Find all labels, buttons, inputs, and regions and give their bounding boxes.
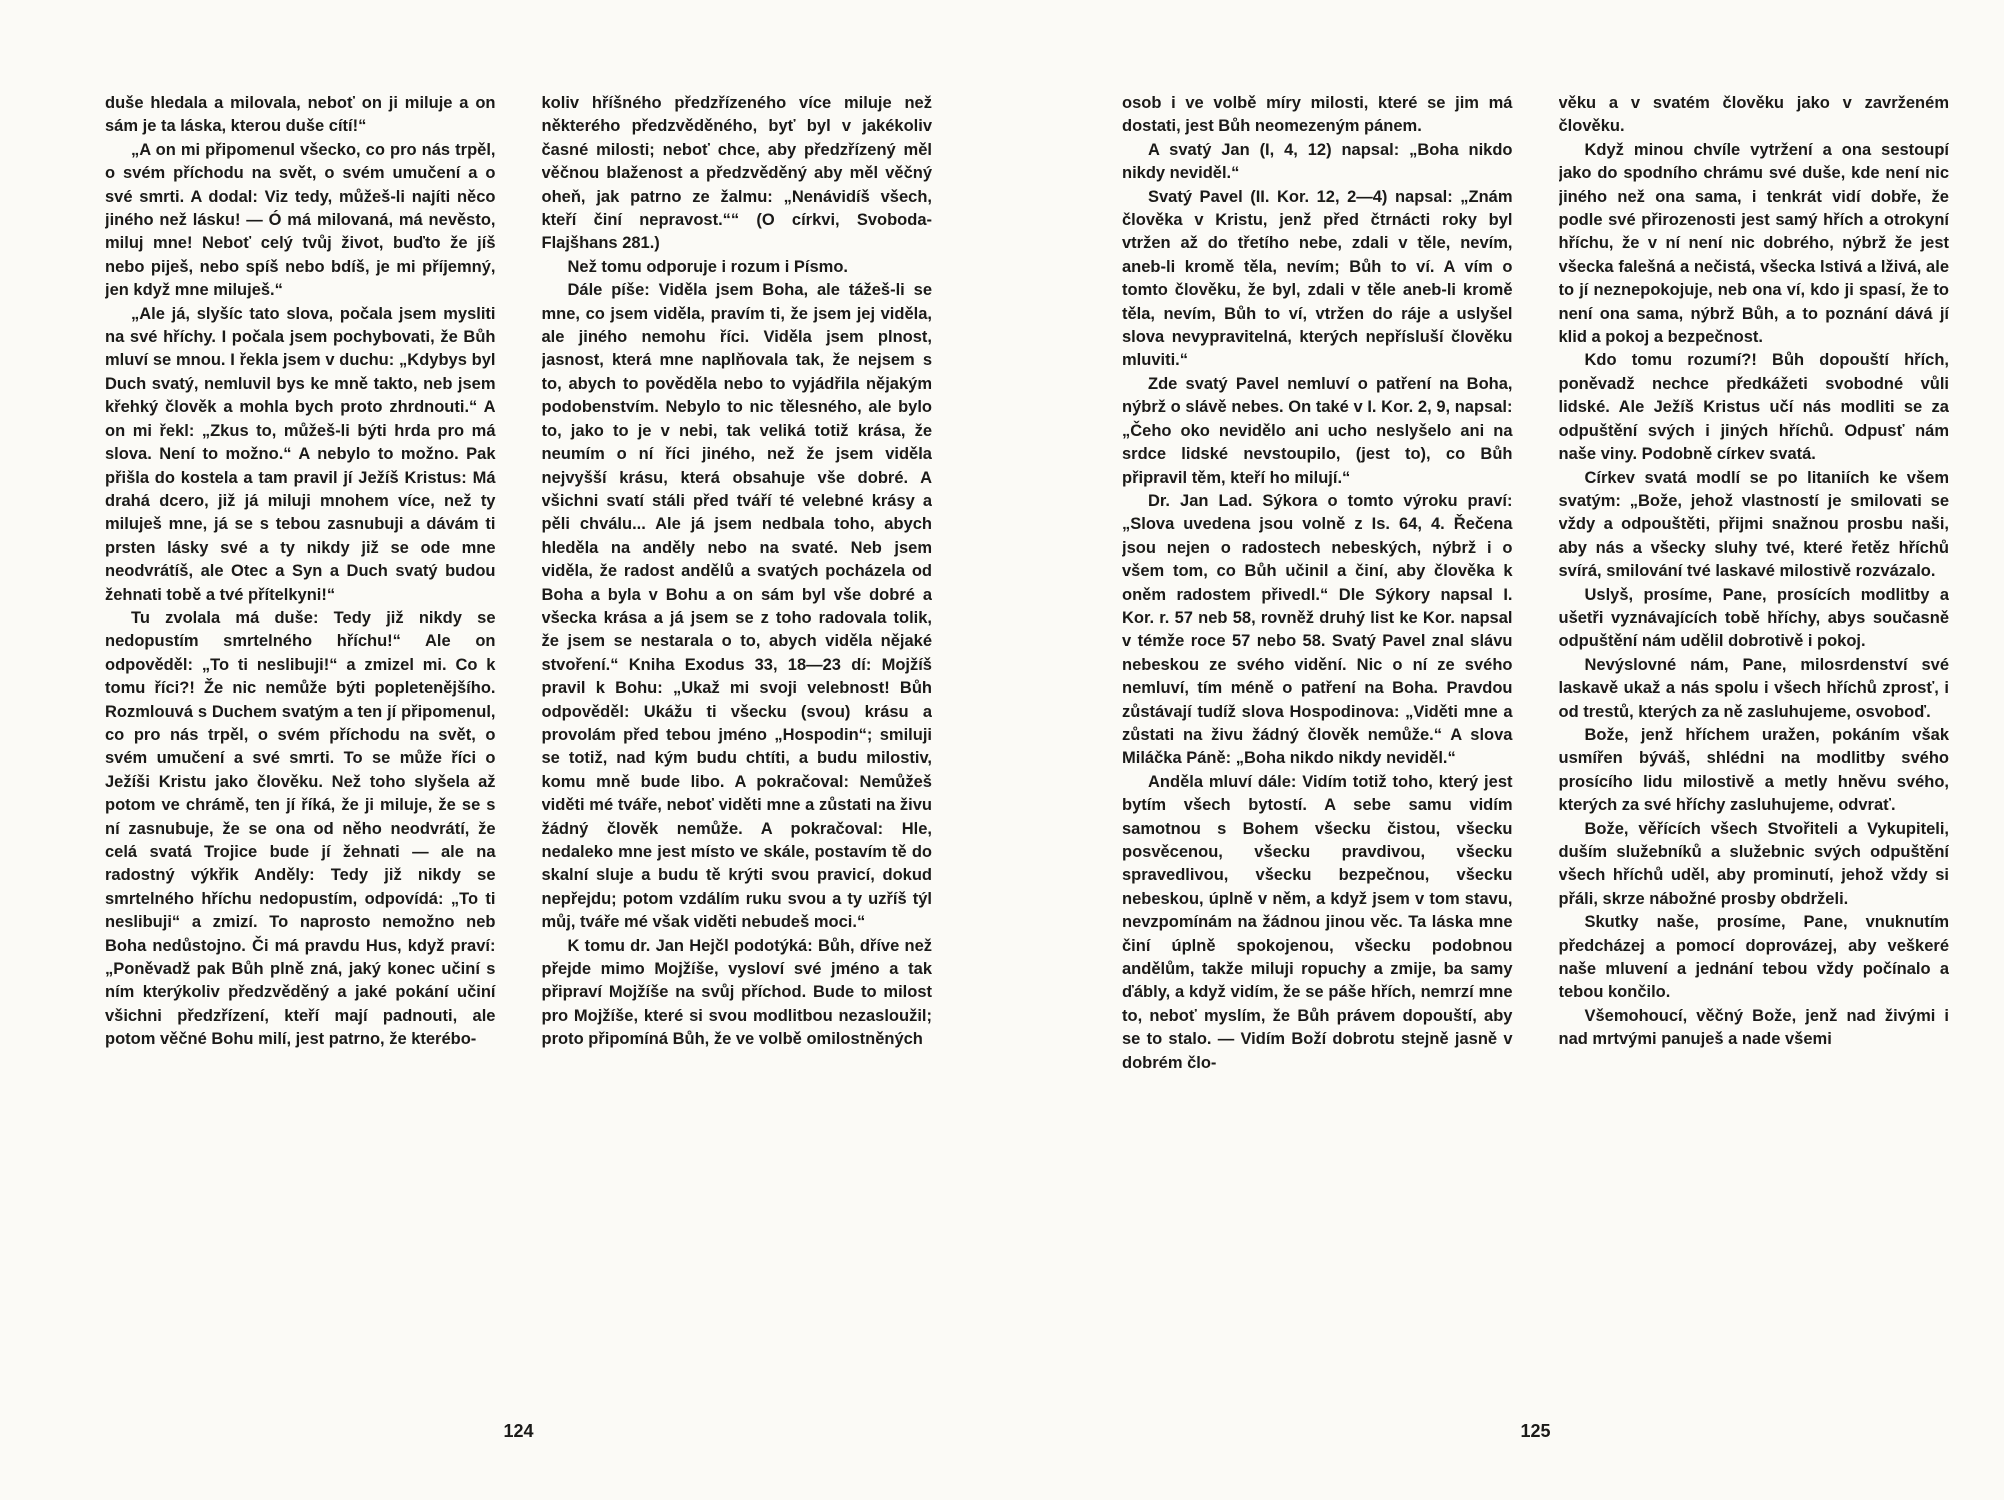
paragraph: Dále píše: Viděla jsem Boha, ale tážeš-li se mne, co jsem viděla, pravím ti, že jsem jej viděla, ale jiného nemohu říci. Viděla jsem plnost, jasnost, která mne naplňovala tak, že nejsem s to, abych to pověděla nebo to vyjádřila nějakým podobenstvím. Nebylo to nic tělesného, ale bylo to, jako to je v nebi, tak veliká totiž krása, že neumím o ní říci jiného, než že jsem viděla nejvyšší krásu, která obsahuje vše dobré. A všichni svatí stáli před tváří té velebné krásy a pěli chválu... Ale já jsem nedbala toho, abych hleděla na anděly nebo na svaté. Neb jsem viděla, že radost andělů a svatých pocházela od Boha a byla v Bohu a on sám byl vše dobré a všecka krása a já jsem se z toho radovala tolik, že jsem se nestarala o to, abych viděla nějaké stvoření.“ Kniha Exodus 33, 18—23 dí: Mojžíš pravil k Bohu: „Ukaž mi svoji velebnost! Bůh odpověděl: Ukážu ti všecku (svou) krásu a provolám před tebou jméno „Hospodin“; smiluji se totiž, nad kým budu chtíti, a budu milostiv, komu mně bude libo. A pokračoval: Nemůžeš viděti mé tváře, neboť viděti mne a zůstati na živu žádný člověk nemůže. A pokračoval: Hle, nedaleko mne jest místo ve skále, postavím tě do skalní sluje a budu tě krýti svou pravicí, dokud nepřejdu; potom vzdálím ruku svou a ty uzříš týl můj, tváře mé však viděti nebudeš moci.“: [541, 281, 932, 932]
text-column: [1559, 92, 1950, 1392]
paragraph: Anděla mluví dále: Vidím totiž toho, který jest bytím všech bytostí. A sebe samu vidím samotnou s Bohem všecku čistou, všecku posvěcenou, všecku pravdivou, všecku spravedlivou, všecku bezpečnou, všecku nebeskou, úplně v něm, a když jsem v tom stavu, nevzpomínám na žádnou jinou věc. Ta láska mne činí úplně spokojenou, všecku podobnou andělům, takže miluji ropuchy a zmije, ba samy ďábly, a když vidím, že se páše hřích, nemrzí mne to, neboť myslím, že Bůh právem dopouští, aby se to stalo. — Vidím Boží dobrotu stejně jasně v dobrém člo-: [1122, 772, 1513, 1072]
paragraph: osob i ve volbě míry milosti, které se jim má dostati, jest Bůh neomezeným pánem.: [1122, 94, 1513, 136]
page-number-left: 124: [503, 1421, 534, 1441]
paragraph: Když minou chvíle vytržení a ona sestoupí jako do spodního chrámu své duše, kde není nic jiného než ona sama, i tenkrát vidí dobře, že podle své přirozenosti jest samý hřích a otrokyní hříchu, že v ní není nic dobrého, nýbrž že jest všecka falešná a nečistá, všecka lstivá a lživá, ale to jí neznepokojuje, neb ona ví, kdo ji spasí, že to není ona sama, nýbrž Bůh, a to poznání dává jí klid a pokoj a bezpečnost.: [1558, 140, 1949, 347]
page-right-columns: [1122, 92, 1949, 1392]
text-column: [105, 92, 496, 1392]
page-right: [1002, 0, 2004, 1500]
page-left-columns: [105, 92, 932, 1392]
paragraph: Církev svatá modlí se po litaniích ke všem svatým: „Bože, jehož vlastností je smilovati se vždy a odpouštěti, přijmi snažnou prosbu naši, aby nás a všecky sluhy tvé, které řetěz hříchů svírá, smilování tvé laskavé milostivě rozvázalo.: [1558, 468, 1949, 581]
paragraph: „Ale já, slyšíc tato slova, počala jsem mysliti na své hříchy. I počala jsem pochybovati, že Bůh mluví se mnou. I řekla jsem v duchu: „Kdybys byl Duch svatý, nemluvil bys ke mně takto, neb jsem křehký člověk a mohla bych proto zhrdnouti.“ A on mi řekl: „Zkus to, můžeš-li býti hrda pro má slova. Není to možno.“ A nebylo to možno. Pak přišla do kostela a tam pravil jí Ježíš Kristus: Má drahá dcero, již já miluji mnohem více, než ty miluješ mne, já se s tebou zasnubuji a dávám ti prsten lásky své a ty nikdy již se ode mne neodvrátíš, ale Otec a Syn a Duch svatý budou žehnati tobě a tvé přítelkyni!“: [105, 304, 496, 604]
text-column: [1122, 92, 1513, 1392]
paragraph: Zde svatý Pavel nemluví o patření na Boha, nýbrž o slávě nebes. On také v I. Kor. 2, 9, napsal: „Čeho oko nevidělo ani ucho neslyšelo ani na srdce lidské nevstoupilo, (jest to), co Bůh připravil těm, kteří ho milují.“: [1122, 374, 1513, 487]
paragraph: Dr. Jan Lad. Sýkora o tomto výroku praví: „Slova uvedena jsou volně z Is. 64, 4. Řečena jsou nejen o radostech nebeských, nýbrž i o všem tom, co Bůh učinil a činí, aby člověka k oněm radostem přivedl.“ Dle Sýkory napsal I. Kor. r. 57 neb 58, rovněž druhý list ke Kor. napsal v témže roce 57 nebo 58. Svatý Pavel znal slávu nebeskou ze svého vidění. Nic o ní ze svého nemluví, tím méně o patření na Boha. Pravdou zůstávají tudíž slova Hospodinova: „Viděti mne a zůstati na živu žádný člověk nemůže.“ A slova Miláčka Páně: „Boha nikdo nikdy neviděl.“: [1122, 491, 1513, 768]
paragraph: Uslyš, prosíme, Pane, prosících modlitby a ušetři vyznávajících tobě hříchy, abys současně odpuštění nám udělil dobrotivě i pokoj.: [1558, 585, 1949, 651]
text-column: [542, 92, 933, 1392]
paragraph: věku a v svatém člověku jako v zavrženém člověku.: [1558, 94, 1949, 136]
paragraph: Tu zvolala má duše: Tedy již nikdy se nedopustím smrtelného hříchu!“ Ale on odpověděl: „To ti neslibuji!“ a zmizel mi. Co k tomu říci?! Že nic nemůže býti popletenějšího. Rozmlouvá s Duchem svatým a ten jí připomenul, co pro nás trpěl, o svém příchodu na svět, o svém umučení a své smrti. To se může říci o Ježíši Kristu jako člověku. Než toho slyšela až potom ve chrámě, ten jí říká, že ji miluje, že se s ní zasnubuje, že se ona od něho neodvrátí, že celá svatá Trojice bude jí žehnati — ale na radostný výkřik Anděly: Tedy již nikdy se smrtelného hříchu nedopustím, odpovídá: „To ti neslibuji“ a zmizí. To naprosto nemožno neb Boha nedůstojno. Či má pravdu Hus, když praví: „Poněvadž pak Bůh plně zná, jaký konec učiní s ním kterýkoliv předzvěděný a jaké pokání učiní všichni předzřízení, kteří mají padnouti, ale potom věčné Bohu milí, jest patrno, že kterébo-: [105, 608, 496, 1049]
paragraph: „A on mi připomenul všecko, co pro nás trpěl, o svém příchodu na svět, o svém umučení a o své smrti. A dodal: Viz tedy, můžeš-li najíti něco jiného než lásku! — Ó má milovaná, má nevěsto, miluj mne! Neboť celý tvůj život, buďto že jíš nebo piješ, nebo spíš nebo bdíš, je mi příjemný, jen když mne miluješ.“: [105, 140, 496, 300]
paragraph: koliv hříšného předzřízeného více miluje než některého předzvěděného, byť byl v jakékoliv časné milosti; neboť chce, aby předzřízený měl věčnou blaženost a předzvěděný aby měl věčný oheň, jak patrno ze žalmu: „Nenávidíš všech, kteří činí nepravost.““ (O církvi, Svoboda-Flajšhans 281.): [541, 94, 932, 253]
paragraph: Skutky naše, prosíme, Pane, vnuknutím předcházej a pomocí doprovázej, aby veškeré naše mluvení a jednání tebou vždy počínalo a tebou končilo.: [1558, 913, 1949, 1002]
paragraph: Svatý Pavel (II. Kor. 12, 2—4) napsal: „Znám člověka v Kristu, jenž před čtrnácti roky byl vtržen až do třetího nebe, zdali v těle, nevím, aneb-li kromě těla, nevím; Bůh to ví. A vím o tomto člověku, že byl, zdali v těle aneb-li kromě těla, nevím, Bůh to ví, vtržen do ráje a uslyšel slova nevypravitelná, kterých nepřísluší člověku mluviti.“: [1122, 187, 1513, 370]
paragraph: Bože, jenž hříchem uražen, pokáním však usmířen býváš, shlédni na modlitby svého prosícího lidu milostivě a metly hněvu svého, kterých za své hříchy zasluhujeme, odvrať.: [1558, 725, 1949, 815]
page-number-right: 125: [1520, 1421, 1551, 1441]
paragraph: Nevýslovné nám, Pane, milosrdenství své laskavě ukaž a nás spolu i všech hříchů zprosť, i od trestů, kterých za ně zasluhujeme, osvoboď.: [1558, 655, 1949, 721]
paragraph: Všemohoucí, věčný Bože, jenž nad živými i nad mrtvými panuješ a nade všemi: [1558, 1006, 1949, 1049]
paragraph: K tomu dr. Jan Hejčl podotýká: Bůh, dříve než přejde mimo Mojžíše, vysloví své jméno a tak připraví Mojžíše na svůj příchod. Bude to milost pro Mojžíše, které si svou modlitbou nezasloužil; proto připomíná Bůh, že ve volbě omilostněných: [541, 936, 932, 1049]
paragraph: Než tomu odporuje i rozum i Písmo.: [567, 257, 849, 276]
paragraph: Bože, věřících všech Stvořiteli a Vykupiteli, duším služebníků a služebnic svých odpuštění všech hříchů uděl, aby prominutí, jehož vždy si přáli, skrze nábožné prosby obdrželi.: [1558, 819, 1949, 908]
paragraph: duše hledala a milovala, neboť on ji miluje a on sám je ta láska, kterou duše cítí!“: [105, 94, 496, 136]
paragraph: Kdo tomu rozumí?! Bůh dopouští hřích, poněvadž nechce předkážeti svobodné vůli lidské. Ale Ježíš Kristus učí nás modliti se za odpuštění svých i jiných hříchů. Odpusť nám naše viny. Podobně církev svatá.: [1558, 351, 1949, 464]
paragraph: A svatý Jan (I, 4, 12) napsal: „Boha nikdo nikdy neviděl.“: [1122, 140, 1513, 183]
